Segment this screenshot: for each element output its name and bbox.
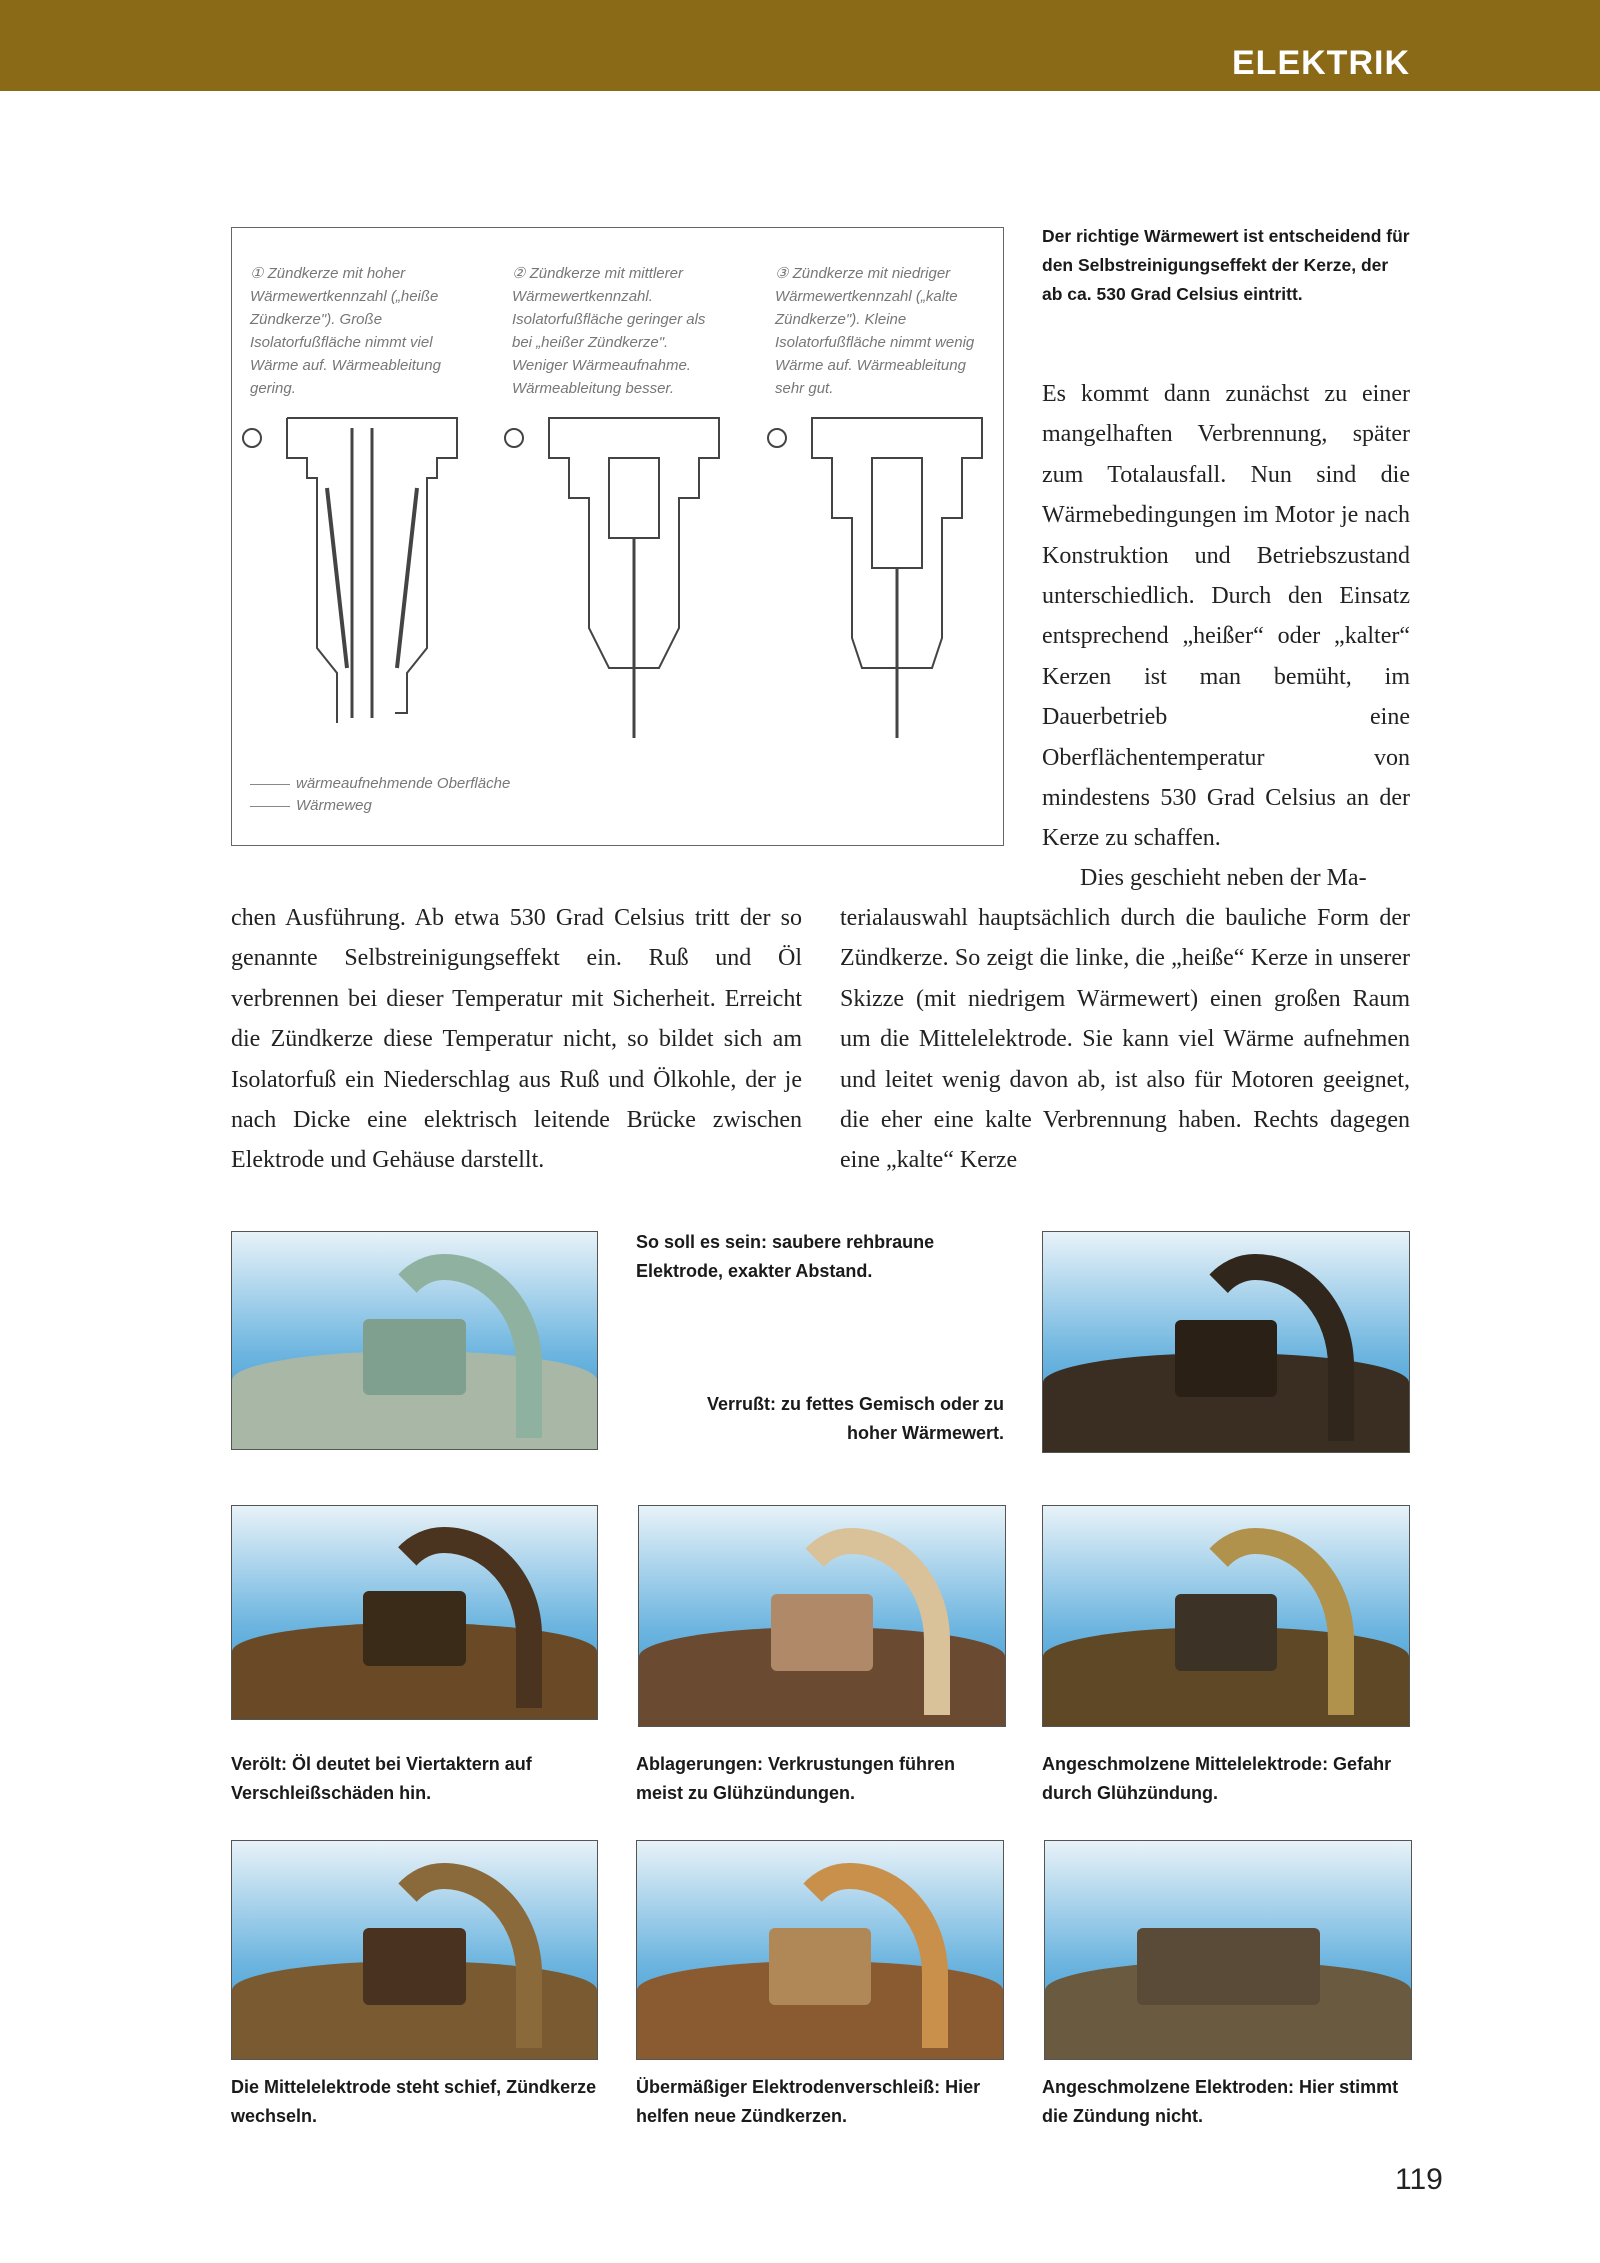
body-text-indent: Dies geschieht neben der Ma-	[1080, 865, 1367, 891]
photo-caption: Verölt: Öl deutet bei Viertaktern auf Verschleißschäden hin.	[231, 1754, 532, 1803]
photo-melted-center-electrode	[1042, 1505, 1410, 1727]
diagram-label-3: ③ Zündkerze mit niedriger Wärmewertkennzahl („kalte Zündkerze"). Kleine Isolatorfußfläche nimmt wenig Wärme auf. Wärmeableitung sehr gut.	[775, 265, 975, 397]
photo-caption: Ablagerungen: Verkrustungen führen meist zu Glühzündungen.	[636, 1754, 956, 1803]
body-text-right-top: Es kommt dann zunächst zu einer mangelhaften Verbrennung, später zum Totalausfall. Nun sind die Wärmebedingungen im Motor je nach Konstruktion und Betriebszustand unterschiedlich. Durch den Einsatz entsprechend „heißer“ oder „kalter“ Kerzen ist man bemüht, im Dauerbetrieb eine Oberflächentemperatur von mindestens 530 Grad Celsius an der Kerze zu schaffen.	[1042, 381, 1410, 852]
photo-bent-electrode	[231, 1840, 598, 2060]
section-header	[0, 0, 1600, 91]
photo-caption: Angeschmolzene Elektroden: Hier stimmt die Zündung nicht.	[1042, 2077, 1399, 2126]
legend-item: wärmeaufnehmende Oberfläche	[250, 773, 510, 795]
photo-worn-electrode	[636, 1840, 1004, 2060]
spark-plug-3	[768, 418, 982, 738]
spark-plug-drawings	[232, 408, 1005, 768]
body-text-right-bottom: terialauswahl hauptsächlich durch die bauliche Form der Zündkerze. So zeigt die linke, die „heiße“ Kerze in unserer Skizze (mit niedrigem Wärmewert) einen großen Raum um die Mittelelektrode. Sie kann viel Wärme aufnehmen und leitet wenig davon ab, ist also für Motoren geeignet, die eher eine kalte Verbrennung haben. Rechts dagegen eine „kalte“ Kerze	[840, 905, 1410, 1174]
body-text-left: chen Ausführung. Ab etwa 530 Grad Celsius tritt der so genannte Selbstreinigungseffekt ein. Ruß und Öl verbrennen bei dieser Temperatur mit Sicherheit. Erreicht die Zündkerze diese Temperatur nicht, so bildet sich am Isolatorfuß ein Niederschlag aus Ruß und Ölkohle, der je nach Dicke eine elektrisch leitende Brücke zwischen Elektrode und Gehäuse darstellt.	[231, 905, 802, 1174]
photo-caption: Angeschmolzene Mittelelektrode: Gefahr durch Glühzündung.	[1042, 1754, 1392, 1803]
page-number: 119	[1395, 2163, 1443, 2196]
photo-melted-electrodes	[1044, 1840, 1412, 2060]
photo-oiled-plug	[231, 1505, 598, 1720]
legend-item: Wärmeweg	[250, 795, 510, 817]
photo-deposits-plug	[638, 1505, 1006, 1727]
photo-caption: Verrußt: zu fettes Gemisch oder zu hoher Wärmewert.	[706, 1394, 1004, 1443]
diagram-label-1: ① Zündkerze mit hoher Wärmewertkennzahl („heiße Zündkerze"). Große Isolatorfußfläche nimmt viel Wärme auf. Wärmeableitung gering.	[250, 265, 441, 397]
spark-plug-diagram	[231, 227, 1004, 846]
photo-caption: So soll es sein: saubere rehbraune Elektrode, exakter Abstand.	[636, 1232, 935, 1281]
photo-clean-plug	[231, 1231, 598, 1450]
spark-plug-1	[243, 418, 457, 723]
figure-caption: Der richtige Wärmewert ist entscheidend für den Selbstreinigungseffekt der Kerze, der ab ca. 530 Grad Celsius eintritt.	[1042, 226, 1410, 304]
diagram-label-2: ② Zündkerze mit mittlerer Wärmewertkennzahl. Isolatorfußfläche geringer als bei „heißer Zündkerze". Weniger Wärmeaufnahme. Wärmeableitung besser.	[512, 265, 706, 397]
photo-caption: Übermäßiger Elektrodenverschleiß: Hier helfen neue Zündkerzen.	[636, 2077, 981, 2126]
diagram-legend	[250, 773, 510, 817]
photo-sooted-plug	[1042, 1231, 1410, 1453]
photo-caption: Die Mittelelektrode steht schief, Zündkerze wechseln.	[231, 2077, 597, 2126]
section-title: ELEKTRIK	[1232, 44, 1410, 82]
spark-plug-2	[505, 418, 719, 738]
